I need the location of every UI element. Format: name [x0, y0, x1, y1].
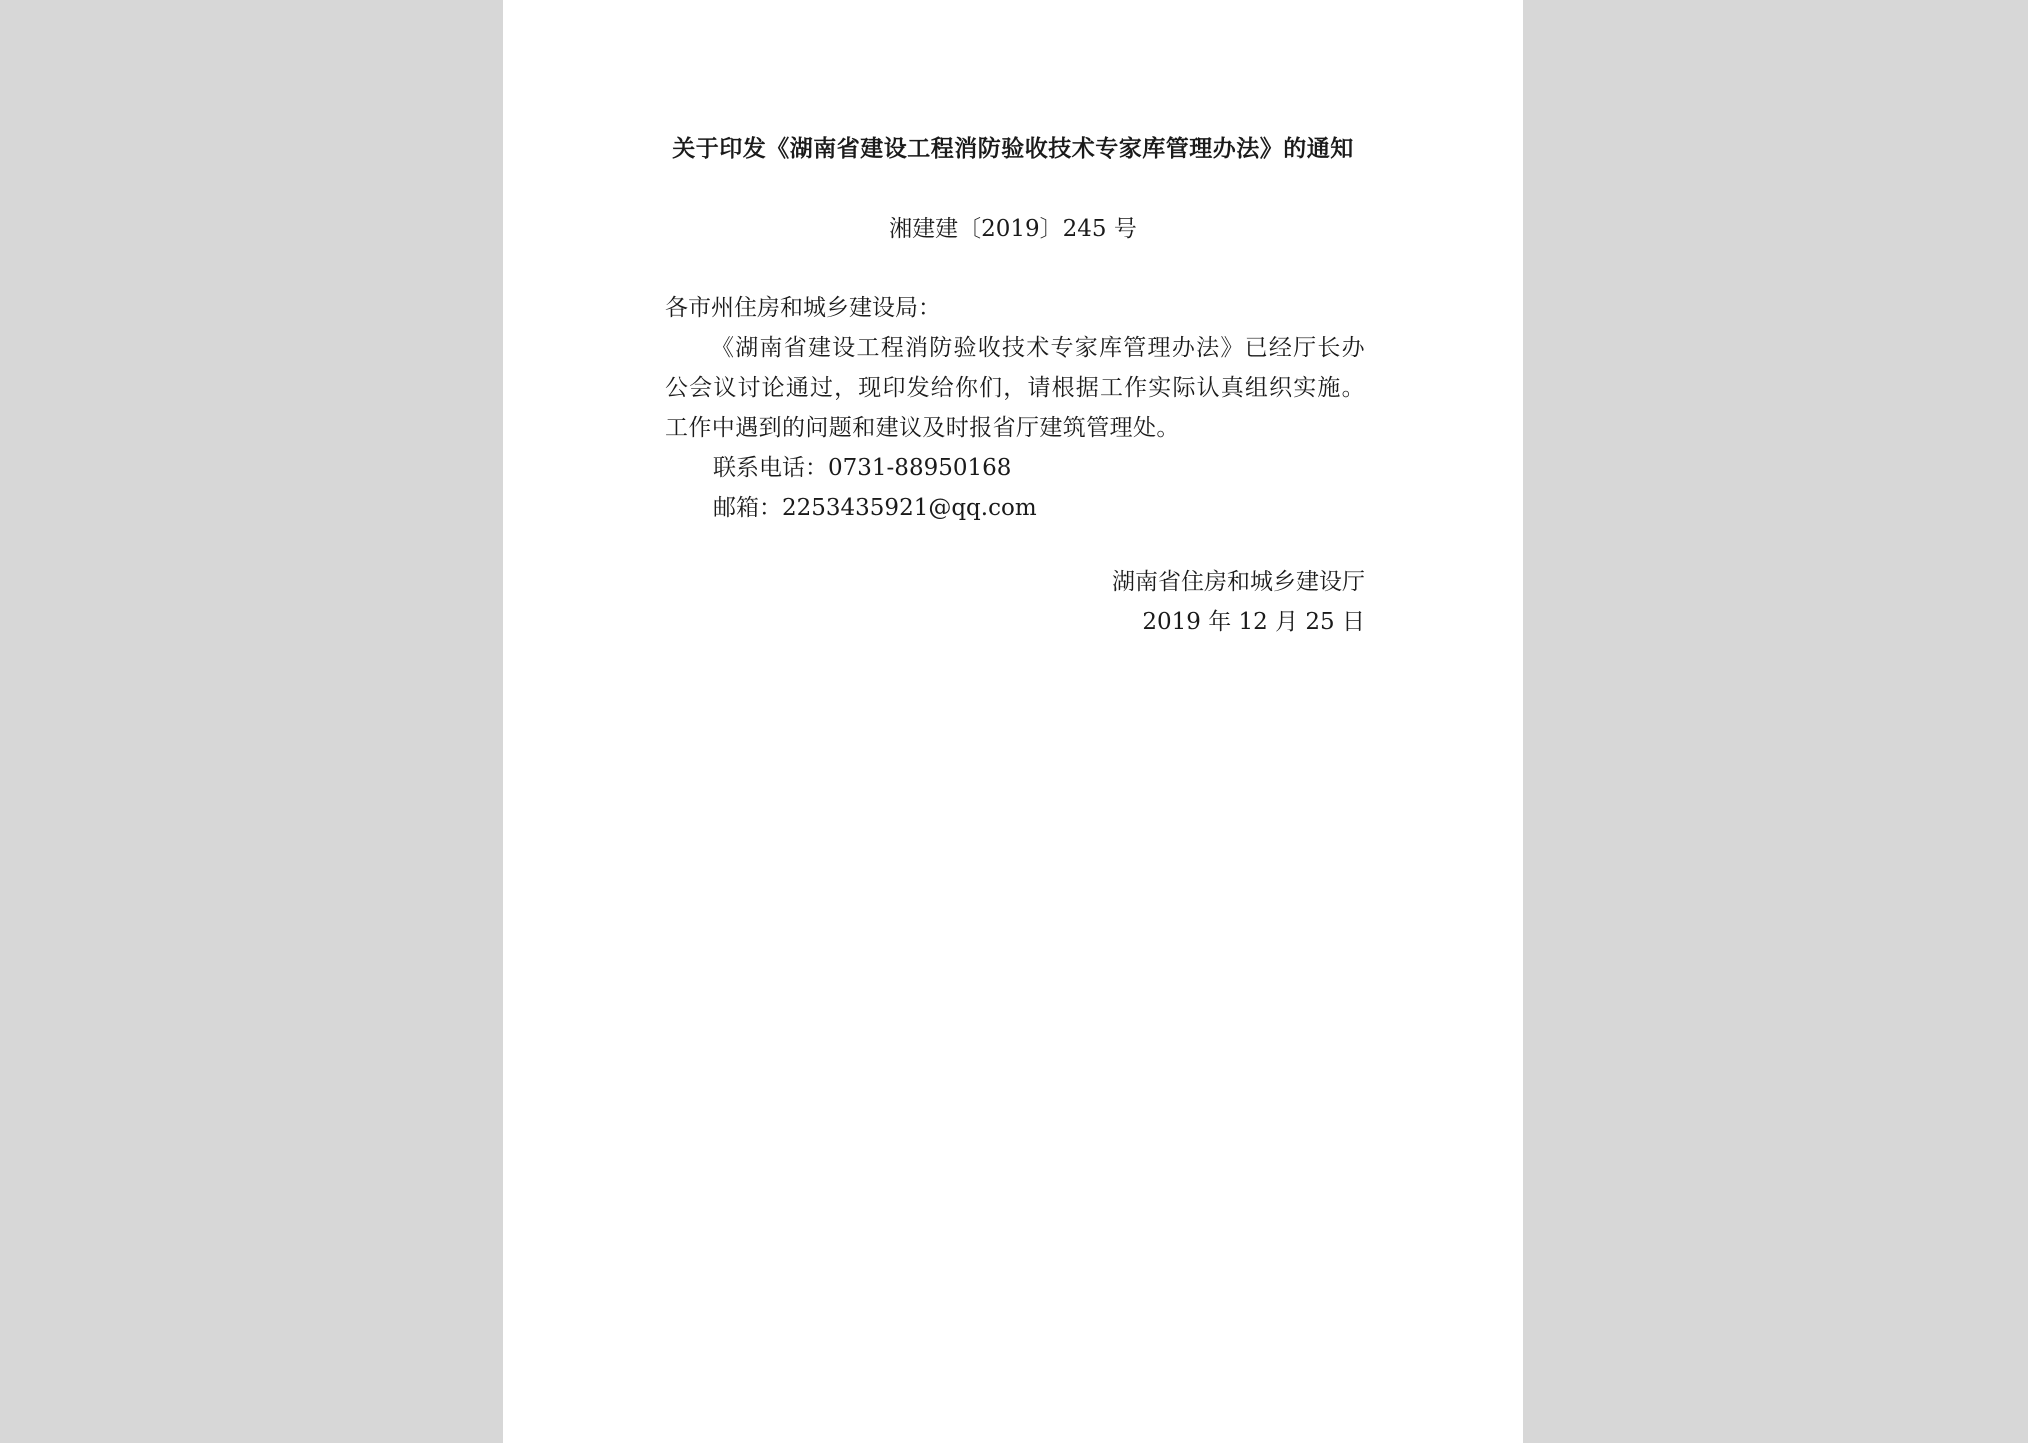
body-paragraph: 《湖南省建设工程消防验收技术专家库管理办法》已经厅长办公会议讨论通过，现印发给你们，请根据工作实际认真组织实施。工作中遇到的问题和建议及时报省厅建筑管理处。 [665, 335, 1365, 441]
document-number: 湘建建〔2019〕245 号 [889, 216, 1137, 242]
issuing-organization: 湖南省住房和城乡建设厅 [1112, 569, 1365, 595]
issue-date: 2019 年 12 月 25 日 [1142, 609, 1365, 635]
contact-phone: 联系电话：0731-88950168 [713, 455, 1012, 481]
salutation: 各市州住房和城乡建设局： [665, 295, 941, 321]
contact-email: 邮箱：2253435921@qq.com [713, 495, 1037, 521]
document-title: 关于印发《湖南省建设工程消防验收技术专家库管理办法》的通知 [672, 135, 1354, 162]
document-page [503, 0, 1523, 1443]
